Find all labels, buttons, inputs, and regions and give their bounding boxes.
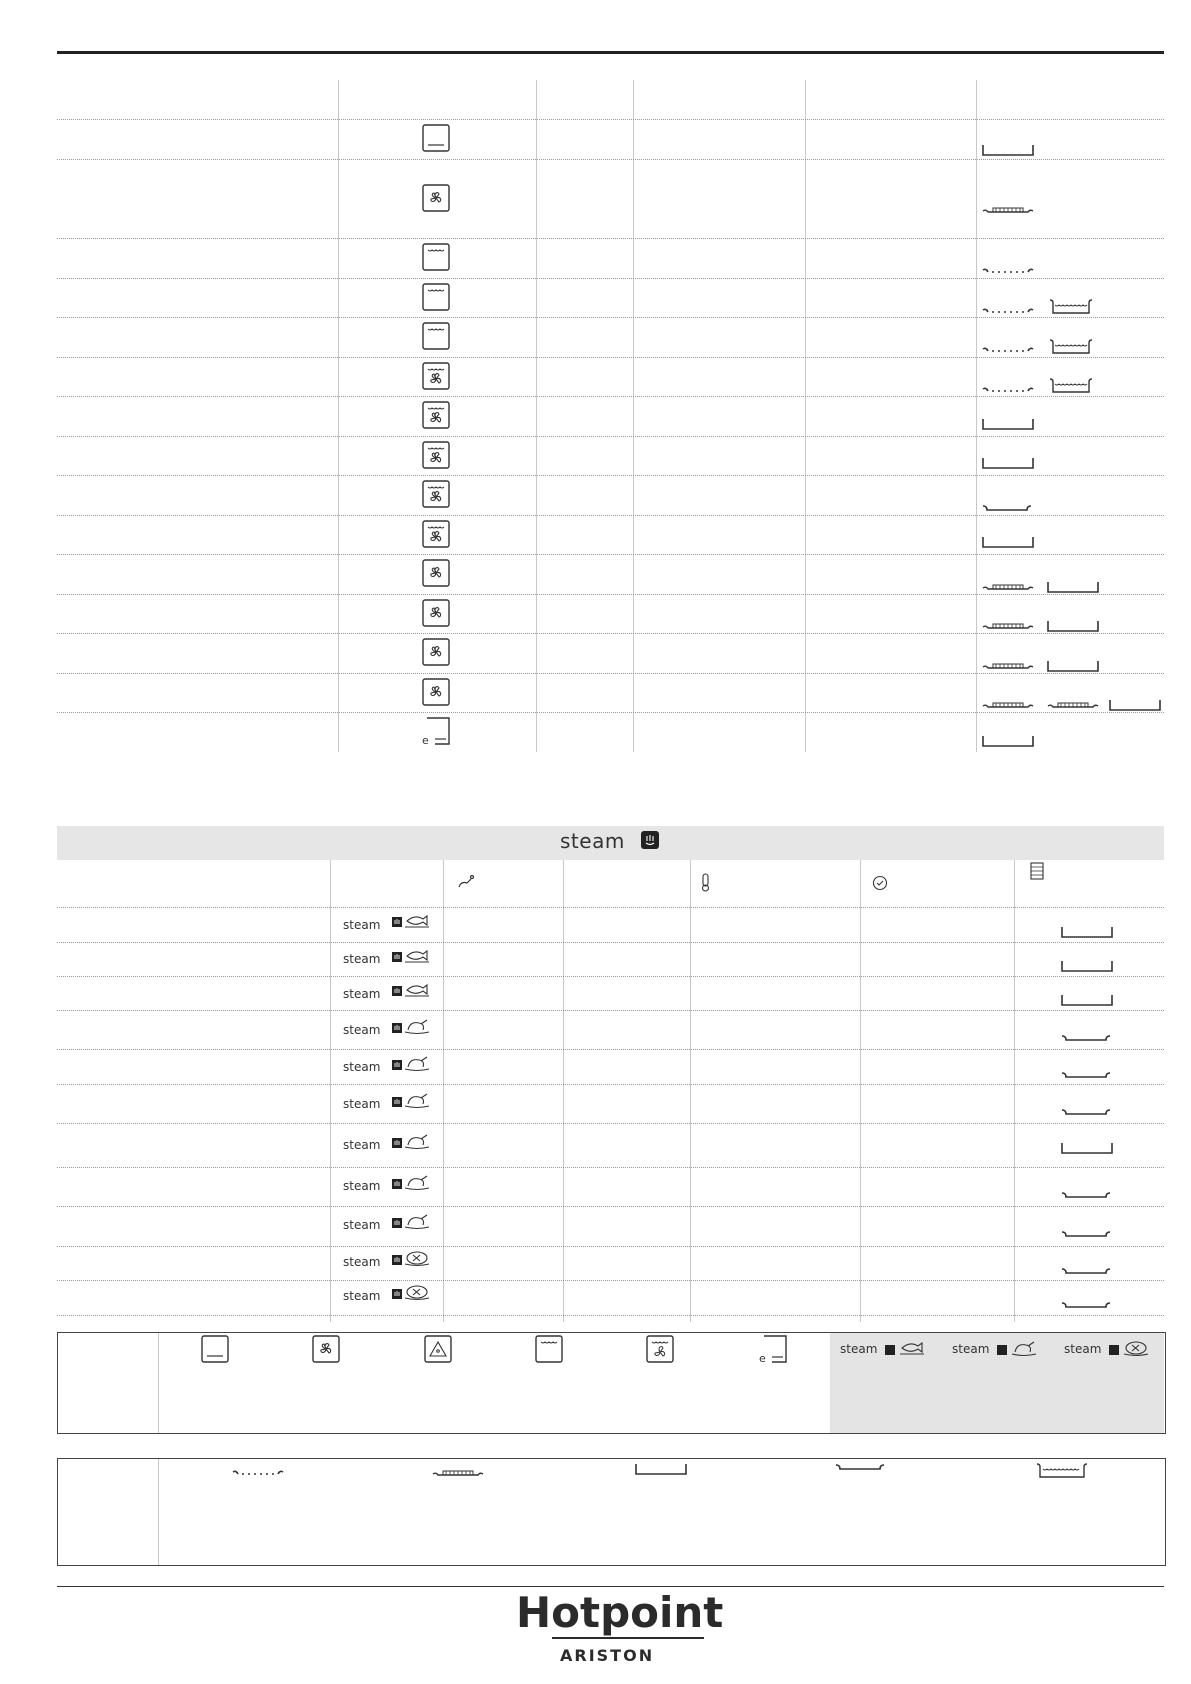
fan-oven-icon: [313, 1336, 339, 1362]
shallow-tray-icon: [836, 1465, 884, 1469]
turbo-grill-icon: [423, 363, 449, 389]
fan-oven-icon: [423, 185, 449, 211]
turbo-grill-icon: [647, 1336, 673, 1362]
basin-icon: [1050, 379, 1092, 392]
grill-icon: [423, 284, 449, 310]
steam-row-label: steam: [343, 1255, 381, 1269]
svg-text:e: e: [422, 734, 429, 747]
eco-forced-air-icon: [422, 718, 449, 747]
static-oven-icon: [202, 1336, 228, 1362]
dotted-rack-icon: [983, 348, 1033, 351]
static-oven-icon: [423, 125, 449, 151]
poultry-icon: [405, 1020, 429, 1034]
legend-icons: [0, 1330, 1191, 1440]
legend-steam-label: steam: [952, 1342, 990, 1356]
bottom-rule: [57, 1586, 1164, 1587]
rack-icon: [983, 703, 1033, 707]
tray-icon: [636, 1464, 686, 1474]
turbo-grill-icon: [423, 481, 449, 507]
shelf-level-icon: [1031, 863, 1043, 879]
pipe-icon: [459, 876, 474, 888]
tray-icon: [1062, 1143, 1112, 1153]
grill-icon: [423, 244, 449, 270]
poultry-icon: [405, 1094, 429, 1108]
steam-row-label: steam: [343, 918, 381, 932]
shallow-tray-icon: [1062, 1303, 1110, 1307]
tray-icon: [1048, 661, 1098, 671]
steam-title: steam: [560, 829, 625, 853]
bread-icon: [1124, 1342, 1148, 1356]
accessory-legend-icons: [0, 1460, 1191, 1490]
bread-icon: [405, 1252, 429, 1266]
rack-icon: [983, 585, 1033, 589]
pizza-icon: [425, 1336, 451, 1362]
legend-steam-label: steam: [1064, 1342, 1102, 1356]
shallow-tray-icon: [983, 506, 1031, 510]
shallow-tray-icon: [1062, 1036, 1110, 1040]
eco-forced-air-icon: [759, 1336, 786, 1365]
tray-icon: [1062, 927, 1112, 937]
tray-icon: [1048, 621, 1098, 631]
steam-row-label: steam: [343, 1023, 381, 1037]
tray-icon: [983, 145, 1033, 155]
fan-oven-icon: [423, 600, 449, 626]
fan-oven-icon: [423, 639, 449, 665]
dotted-rack-icon: [983, 309, 1033, 312]
steam-row-label: steam: [343, 1060, 381, 1074]
fish-icon: [405, 951, 429, 962]
rack-icon: [1048, 703, 1098, 707]
rack-icon: [433, 1471, 483, 1475]
fan-oven-icon: [423, 560, 449, 586]
rack-icon: [983, 664, 1033, 668]
tray-icon: [1048, 582, 1098, 592]
shallow-tray-icon: [1062, 1269, 1110, 1273]
grill-icon: [423, 323, 449, 349]
steam-row-label: steam: [343, 1179, 381, 1193]
table1-icons: [0, 0, 1191, 760]
tray-icon: [1062, 961, 1112, 971]
steam-table-icons: [0, 860, 1191, 1330]
steam-row-label: steam: [343, 1289, 381, 1303]
shallow-tray-icon: [1062, 1073, 1110, 1077]
poultry-icon: [1012, 1342, 1036, 1356]
turbo-grill-icon: [423, 521, 449, 547]
rack-icon: [983, 624, 1033, 628]
grill-icon: [536, 1336, 562, 1362]
tray-icon: [983, 537, 1033, 547]
steam-row-label: steam: [343, 987, 381, 1001]
fan-oven-icon: [423, 679, 449, 705]
tray-icon: [983, 419, 1033, 429]
basin-icon: [1050, 300, 1092, 313]
brand-sub: ARISTON: [560, 1646, 655, 1665]
tray-icon: [1110, 700, 1160, 710]
rack-icon: [983, 208, 1033, 212]
dotted-rack-icon: [233, 1471, 283, 1474]
steam-icon: [392, 917, 402, 927]
poultry-icon: [405, 1057, 429, 1071]
tray-icon: [983, 736, 1033, 746]
brand-logo: Hotpoint: [516, 1588, 724, 1637]
legend-steam-label: steam: [840, 1342, 878, 1356]
shallow-tray-icon: [1062, 1110, 1110, 1114]
bread-icon: [405, 1286, 429, 1300]
brand-logo-bar: [552, 1637, 704, 1639]
shallow-tray-icon: [1062, 1232, 1110, 1236]
svg-text:e: e: [759, 1352, 766, 1365]
steam-row-label: steam: [343, 1097, 381, 1111]
timer-icon: [874, 877, 887, 890]
dotted-rack-icon: [983, 269, 1033, 272]
poultry-icon: [405, 1215, 429, 1229]
tray-icon: [983, 458, 1033, 468]
fish-icon: [405, 916, 429, 927]
dotted-rack-icon: [983, 388, 1033, 391]
basin-icon: [1050, 340, 1092, 353]
thermometer-icon: [703, 874, 709, 891]
steam-row-label: steam: [343, 1218, 381, 1232]
poultry-icon: [405, 1135, 429, 1149]
basin-icon: [1037, 1464, 1087, 1477]
tray-icon: [1062, 995, 1112, 1005]
shallow-tray-icon: [1062, 1193, 1110, 1197]
turbo-grill-icon: [423, 442, 449, 468]
turbo-grill-icon: [423, 402, 449, 428]
steam-row-label: steam: [343, 952, 381, 966]
fish-icon: [405, 985, 429, 996]
steam-row-label: steam: [343, 1138, 381, 1152]
poultry-icon: [405, 1176, 429, 1190]
fish-icon: [900, 1343, 924, 1354]
